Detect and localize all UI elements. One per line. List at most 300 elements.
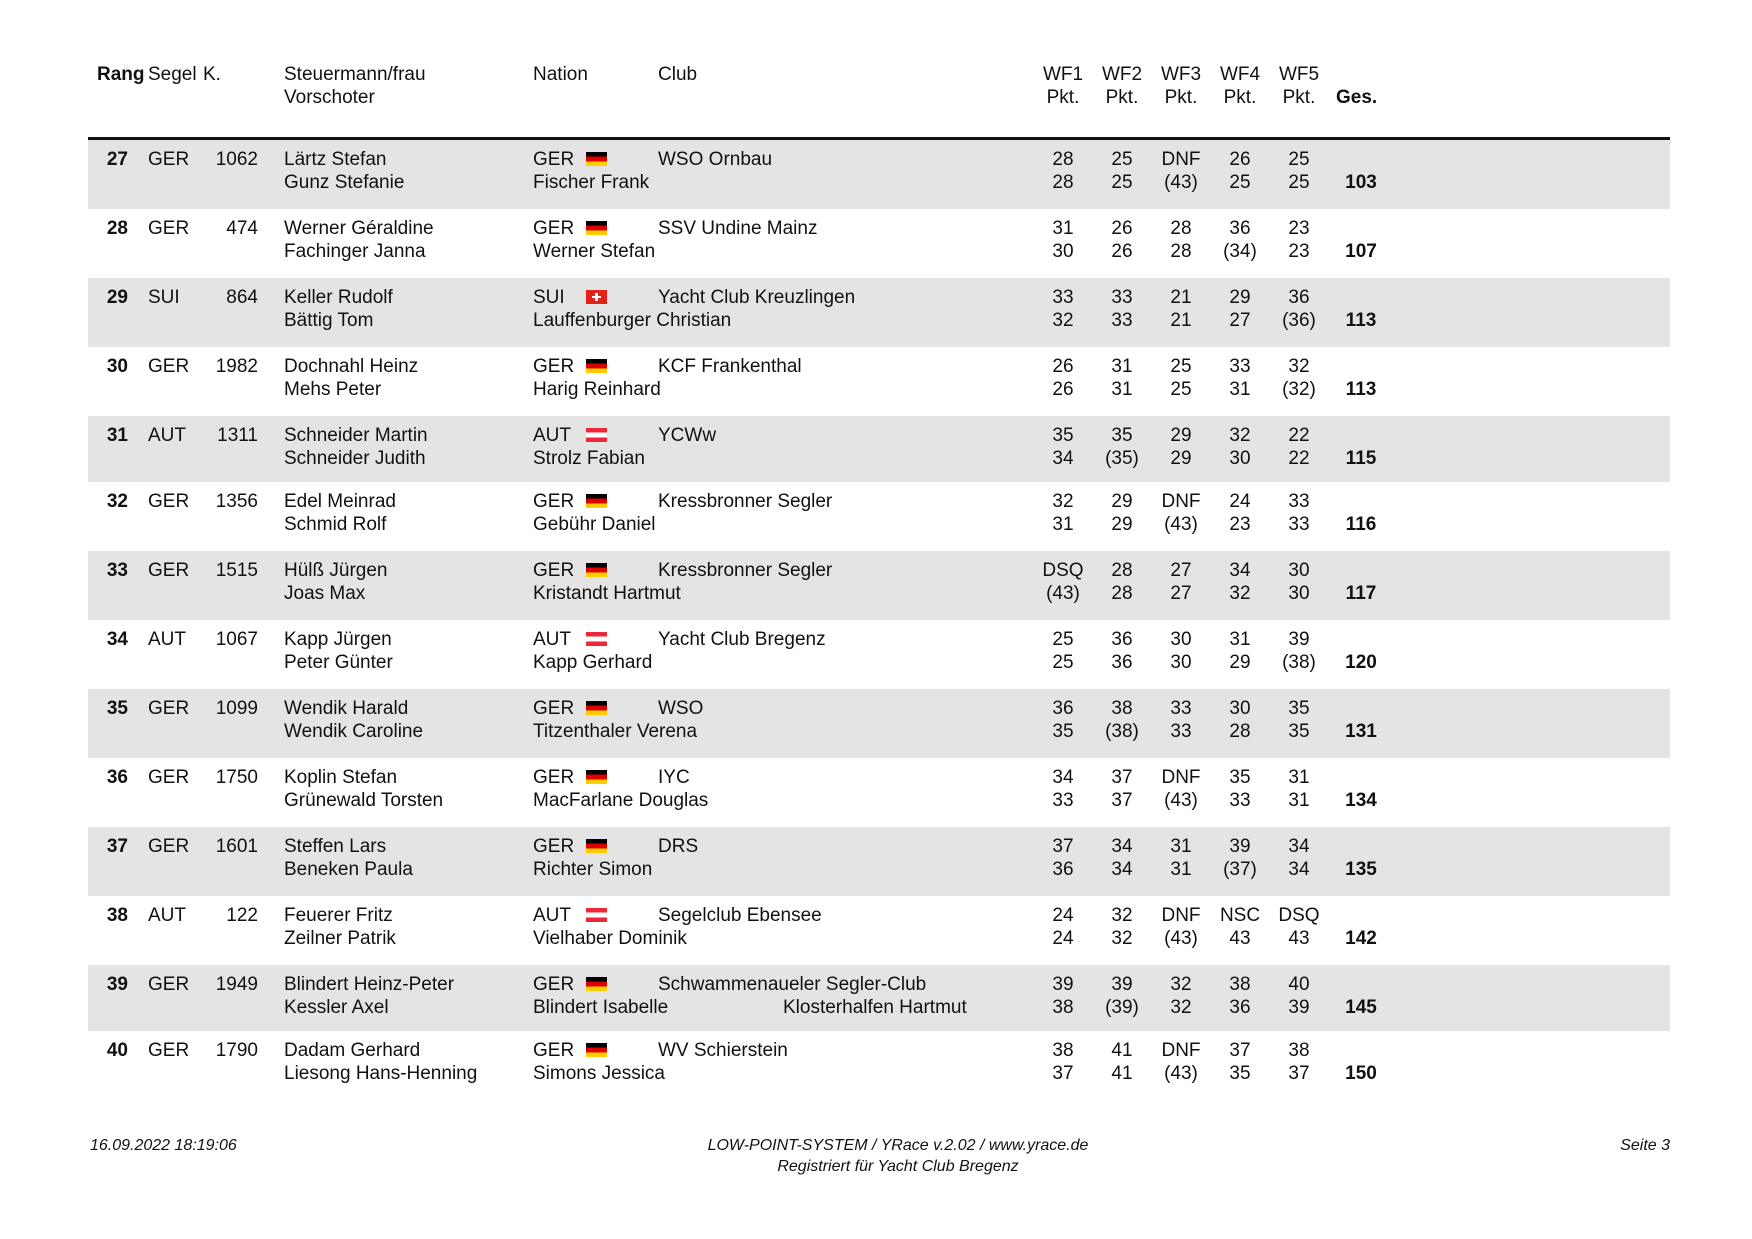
club-name: YCWw (658, 425, 717, 446)
crew-name: Klosterhalfen Hartmut (783, 997, 967, 1018)
race-4-result: 37 (1229, 1040, 1251, 1061)
crew-name: Kessler Axel (284, 997, 389, 1018)
table-row (88, 347, 1670, 416)
nation-code: GER (533, 218, 575, 239)
crew-name: Grünewald Torsten (284, 790, 444, 811)
table-row (88, 209, 1670, 278)
rank-cell: 31 (106, 425, 128, 446)
header-race-3-unit: Pkt. (1164, 87, 1198, 108)
flag-ger-icon (586, 701, 607, 715)
sail-number-cell: 1750 (215, 767, 258, 788)
nation-code: GER (533, 974, 575, 995)
club-name: SSV Undine Mainz (658, 218, 818, 239)
race-5-result: 31 (1288, 767, 1310, 788)
race-1-result: DSQ (1042, 560, 1084, 581)
flag-aut-icon (586, 908, 607, 922)
race-2-points: 41 (1111, 1063, 1133, 1084)
nation-code: GER (533, 767, 575, 788)
total-points: 115 (1345, 448, 1377, 469)
header-race-4-unit: Pkt. (1223, 87, 1257, 108)
crew-name: Schneider Judith (284, 448, 426, 469)
crew-name: Richter Simon (533, 859, 653, 880)
flag-ger-icon (586, 359, 607, 373)
race-2-points: 32 (1111, 928, 1133, 949)
crew-name: Gunz Stefanie (284, 172, 405, 193)
rank-cell: 35 (106, 698, 128, 719)
race-3-result: DNF (1161, 149, 1201, 170)
skipper-name: Werner Géraldine (284, 218, 434, 239)
race-1-points: 35 (1052, 721, 1074, 742)
sail-nation-cell: GER (148, 149, 190, 170)
race-2-points: 26 (1111, 241, 1133, 262)
race-2-points: 29 (1111, 514, 1133, 535)
nation-code: GER (533, 1040, 575, 1061)
race-5-points: 43 (1288, 928, 1310, 949)
rank-cell: 40 (106, 1040, 128, 1061)
table-row (88, 1031, 1670, 1100)
sail-nation-cell: GER (148, 767, 190, 788)
race-5-result: DSQ (1278, 905, 1320, 926)
rank-cell: 28 (106, 218, 128, 239)
sail-number-cell: 1067 (215, 629, 258, 650)
race-4-result: 26 (1229, 149, 1251, 170)
club-name: WSO (658, 698, 704, 719)
rank-cell: 38 (106, 905, 128, 926)
race-3-points: 30 (1170, 652, 1192, 673)
total-points: 142 (1345, 928, 1377, 949)
race-1-points: 37 (1052, 1063, 1074, 1084)
rank-cell: 32 (106, 491, 128, 512)
nation-code: GER (533, 491, 575, 512)
race-4-result: 39 (1229, 836, 1251, 857)
crew-name: Liesong Hans-Henning (284, 1063, 478, 1084)
crew-name: MacFarlane Douglas (533, 790, 709, 811)
race-3-points: 33 (1170, 721, 1192, 742)
total-points: 135 (1345, 859, 1377, 880)
rank-cell: 33 (106, 560, 128, 581)
race-3-points: (43) (1164, 928, 1198, 949)
club-name: Yacht Club Kreuzlingen (658, 287, 856, 308)
skipper-name: Dadam Gerhard (284, 1040, 421, 1061)
club-name: WSO Ornbau (658, 149, 773, 170)
race-5-result: 22 (1288, 425, 1310, 446)
race-3-result: 29 (1170, 425, 1192, 446)
race-1-points: 38 (1052, 997, 1074, 1018)
race-2-result: 35 (1111, 425, 1133, 446)
header-segel: Segel (148, 64, 197, 85)
race-3-result: 27 (1170, 560, 1192, 581)
table-row (88, 140, 1670, 209)
race-5-result: 38 (1288, 1040, 1310, 1061)
race-4-points: 23 (1229, 514, 1251, 535)
header-race-5: WF5 (1278, 64, 1320, 85)
race-5-points: 23 (1288, 241, 1310, 262)
race-3-result: 21 (1170, 287, 1192, 308)
flag-aut-icon (586, 632, 607, 646)
rank-cell: 39 (106, 974, 128, 995)
race-4-points: 29 (1229, 652, 1251, 673)
nation-code: AUT (533, 629, 571, 650)
race-4-points: 28 (1229, 721, 1251, 742)
crew-name: Bättig Tom (284, 310, 374, 331)
race-5-result: 36 (1288, 287, 1310, 308)
race-4-points: 25 (1229, 172, 1251, 193)
header-race-1-unit: Pkt. (1046, 87, 1080, 108)
race-2-result: 37 (1111, 767, 1133, 788)
race-2-points: 34 (1111, 859, 1133, 880)
race-4-points: 27 (1229, 310, 1251, 331)
race-2-points: (38) (1105, 721, 1139, 742)
sail-nation-cell: AUT (148, 425, 186, 446)
race-4-result: 32 (1229, 425, 1251, 446)
club-name: WV Schierstein (658, 1040, 788, 1061)
race-5-points: 22 (1288, 448, 1310, 469)
race-4-points: 32 (1229, 583, 1251, 604)
footer-system: LOW-POINT-SYSTEM / YRace v.2.02 / www.yrace.de (707, 1137, 1089, 1154)
race-5-points: 37 (1288, 1063, 1310, 1084)
race-4-points: 43 (1229, 928, 1251, 949)
race-3-points: (43) (1164, 790, 1198, 811)
sail-number-cell: 474 (226, 218, 258, 239)
race-4-result: NSC (1219, 905, 1261, 926)
crew-name: Kapp Gerhard (533, 652, 653, 673)
total-points: 120 (1345, 652, 1377, 673)
skipper-name: Kapp Jürgen (284, 629, 392, 650)
race-1-result: 36 (1052, 698, 1074, 719)
skipper-name: Schneider Martin (284, 425, 428, 446)
header-race-2-unit: Pkt. (1105, 87, 1139, 108)
race-5-points: (36) (1282, 310, 1316, 331)
sail-nation-cell: GER (148, 1040, 190, 1061)
race-4-result: 24 (1229, 491, 1251, 512)
flag-ger-icon (586, 770, 607, 784)
crew-name: Lauffenburger Christian (533, 310, 732, 331)
sail-number-cell: 1356 (215, 491, 258, 512)
total-points: 116 (1345, 514, 1377, 535)
table-header (0, 0, 1752, 140)
nation-code: GER (533, 698, 575, 719)
race-3-points: 29 (1170, 448, 1192, 469)
race-5-points: 25 (1288, 172, 1310, 193)
sail-nation-cell: GER (148, 356, 190, 377)
race-3-result: 25 (1170, 356, 1192, 377)
sail-nation-cell: GER (148, 974, 190, 995)
rank-cell: 34 (106, 629, 128, 650)
race-5-result: 33 (1288, 491, 1310, 512)
race-2-result: 33 (1111, 287, 1133, 308)
race-4-points: 36 (1229, 997, 1251, 1018)
header-nation: Nation (533, 64, 588, 85)
crew-name: Strolz Fabian (533, 448, 645, 469)
table-row (88, 689, 1670, 758)
race-2-result: 36 (1111, 629, 1133, 650)
sail-nation-cell: GER (148, 491, 190, 512)
table-row (88, 416, 1670, 482)
race-1-result: 26 (1052, 356, 1074, 377)
crew-name: Schmid Rolf (284, 514, 387, 535)
crew-name: Harig Reinhard (533, 379, 661, 400)
race-5-result: 25 (1288, 149, 1310, 170)
race-1-points: 26 (1052, 379, 1074, 400)
table-row (88, 482, 1670, 551)
nation-code: GER (533, 149, 575, 170)
race-5-result: 23 (1288, 218, 1310, 239)
skipper-name: Hülß Jürgen (284, 560, 388, 581)
race-1-result: 38 (1052, 1040, 1074, 1061)
total-points: 134 (1345, 790, 1377, 811)
crew-name: Kristandt Hartmut (533, 583, 681, 604)
skipper-name: Wendik Harald (284, 698, 409, 719)
table-row (88, 620, 1670, 689)
total-points: 103 (1345, 172, 1377, 193)
race-2-points: (39) (1105, 997, 1139, 1018)
sail-number-cell: 1982 (215, 356, 258, 377)
club-name: Segelclub Ebensee (658, 905, 822, 926)
race-3-result: 28 (1170, 218, 1192, 239)
nation-code: AUT (533, 425, 571, 446)
race-4-result: 35 (1229, 767, 1251, 788)
sail-nation-cell: GER (148, 836, 190, 857)
race-4-points: 31 (1229, 379, 1251, 400)
race-5-result: 39 (1288, 629, 1310, 650)
race-3-points: 28 (1170, 241, 1192, 262)
nation-code: GER (533, 356, 575, 377)
rank-cell: 30 (106, 356, 128, 377)
race-2-points: 36 (1111, 652, 1133, 673)
race-2-result: 38 (1111, 698, 1133, 719)
race-4-points: 35 (1229, 1063, 1251, 1084)
race-1-points: 24 (1052, 928, 1074, 949)
race-1-result: 39 (1052, 974, 1074, 995)
crew-name: Fischer Frank (533, 172, 650, 193)
crew-name: Werner Stefan (533, 241, 656, 262)
crew-name: Wendik Caroline (284, 721, 424, 742)
race-5-points: (32) (1282, 379, 1316, 400)
header-race-2: WF2 (1101, 64, 1143, 85)
club-name: DRS (658, 836, 699, 857)
skipper-name: Lärtz Stefan (284, 149, 387, 170)
total-points: 150 (1345, 1063, 1377, 1084)
nation-code: GER (533, 836, 575, 857)
skipper-name: Steffen Lars (284, 836, 387, 857)
race-4-result: 30 (1229, 698, 1251, 719)
race-4-points: (37) (1223, 859, 1257, 880)
race-5-points: 35 (1288, 721, 1310, 742)
flag-ger-icon (586, 563, 607, 577)
race-2-points: 33 (1111, 310, 1133, 331)
race-5-points: 34 (1288, 859, 1310, 880)
footer-registered: Registriert für Yacht Club Bregenz (777, 1158, 1019, 1175)
club-name: KCF Frankenthal (658, 356, 802, 377)
total-points: 107 (1345, 241, 1377, 262)
race-2-result: 31 (1111, 356, 1133, 377)
race-2-points: (35) (1105, 448, 1139, 469)
race-5-points: 31 (1288, 790, 1310, 811)
crew-name: Beneken Paula (284, 859, 413, 880)
header-total: Ges. (1336, 87, 1378, 108)
race-3-points: 21 (1170, 310, 1192, 331)
sail-nation-cell: GER (148, 560, 190, 581)
race-3-result: 33 (1170, 698, 1192, 719)
race-5-result: 40 (1288, 974, 1310, 995)
race-5-result: 34 (1288, 836, 1310, 857)
sail-nation-cell: SUI (148, 287, 180, 308)
race-4-points: 30 (1229, 448, 1251, 469)
flag-ger-icon (586, 839, 607, 853)
flag-ger-icon (586, 494, 607, 508)
skipper-name: Edel Meinrad (284, 491, 396, 512)
club-name: IYC (658, 767, 690, 788)
flag-ger-icon (586, 977, 607, 991)
flag-sui-icon (586, 290, 607, 304)
header-club: Club (658, 64, 698, 85)
flag-aut-icon (586, 428, 607, 442)
table-row (88, 551, 1670, 620)
race-1-points: 36 (1052, 859, 1074, 880)
race-2-result: 32 (1111, 905, 1133, 926)
race-3-points: 25 (1170, 379, 1192, 400)
race-4-points: 33 (1229, 790, 1251, 811)
footer-page: Seite 3 (1620, 1137, 1670, 1154)
sail-nation-cell: AUT (148, 905, 186, 926)
header-vorschoter: Vorschoter (284, 87, 375, 108)
race-4-result: 36 (1229, 218, 1251, 239)
race-3-result: 32 (1170, 974, 1192, 995)
crew-name: Fachinger Janna (284, 241, 426, 262)
race-3-points: 27 (1170, 583, 1192, 604)
club-name: Kressbronner Segler (658, 491, 833, 512)
race-2-result: 29 (1111, 491, 1133, 512)
flag-ger-icon (586, 152, 607, 166)
race-1-points: 30 (1052, 241, 1074, 262)
rank-cell: 36 (106, 767, 128, 788)
rank-cell: 37 (106, 836, 128, 857)
race-3-result: 31 (1170, 836, 1192, 857)
race-5-points: 33 (1288, 514, 1310, 535)
table-row (88, 758, 1670, 827)
table-row (88, 965, 1670, 1031)
nation-code: SUI (533, 287, 565, 308)
race-1-points: 33 (1052, 790, 1074, 811)
flag-ger-icon (586, 221, 607, 235)
header-race-3: WF3 (1160, 64, 1202, 85)
race-4-result: 31 (1229, 629, 1251, 650)
race-5-points: 39 (1288, 997, 1310, 1018)
crew-name: Titzenthaler Verena (533, 721, 698, 742)
table-row (88, 278, 1670, 347)
race-3-result: 30 (1170, 629, 1192, 650)
race-2-points: 37 (1111, 790, 1133, 811)
race-5-points: 30 (1288, 583, 1310, 604)
results-table (88, 140, 1670, 1100)
nation-code: AUT (533, 905, 571, 926)
race-3-points: 32 (1170, 997, 1192, 1018)
sail-number-cell: 1062 (215, 149, 258, 170)
club-name: Yacht Club Bregenz (658, 629, 826, 650)
race-1-result: 24 (1052, 905, 1074, 926)
header-k: K. (203, 64, 221, 85)
race-3-result: DNF (1161, 905, 1201, 926)
race-3-points: (43) (1164, 172, 1198, 193)
race-1-result: 37 (1052, 836, 1074, 857)
race-2-result: 25 (1111, 149, 1133, 170)
race-1-result: 35 (1052, 425, 1074, 446)
sail-number-cell: 1790 (215, 1040, 258, 1061)
header-steuermann: Steuermann/frau (284, 64, 426, 85)
skipper-name: Koplin Stefan (284, 767, 398, 788)
race-5-result: 35 (1288, 698, 1310, 719)
sail-number-cell: 1311 (217, 425, 258, 446)
race-4-result: 29 (1229, 287, 1251, 308)
rank-cell: 29 (106, 287, 128, 308)
race-3-points: (43) (1164, 1063, 1198, 1084)
race-4-result: 38 (1229, 974, 1251, 995)
flag-ger-icon (586, 1043, 607, 1057)
skipper-name: Feuerer Fritz (284, 905, 393, 926)
crew-name: Zeilner Patrik (284, 928, 396, 949)
race-1-points: 31 (1052, 514, 1074, 535)
race-3-result: DNF (1161, 767, 1201, 788)
sail-nation-cell: AUT (148, 629, 186, 650)
race-1-result: 28 (1052, 149, 1074, 170)
crew-name: Simons Jessica (533, 1063, 665, 1084)
crew-name: Joas Max (284, 583, 366, 604)
race-2-result: 41 (1111, 1040, 1133, 1061)
crew-name: Blindert Isabelle (533, 997, 669, 1018)
header-rang: Rang (97, 64, 145, 85)
race-2-result: 39 (1111, 974, 1133, 995)
race-2-points: 28 (1111, 583, 1133, 604)
total-points: 113 (1345, 379, 1377, 400)
sail-nation-cell: GER (148, 218, 190, 239)
club-name: Kressbronner Segler (658, 560, 833, 581)
skipper-name: Dochnahl Heinz (284, 356, 419, 377)
race-3-points: 31 (1170, 859, 1192, 880)
sail-number-cell: 1515 (215, 560, 258, 581)
nation-code: GER (533, 560, 575, 581)
header-race-1: WF1 (1042, 64, 1084, 85)
race-1-points: 32 (1052, 310, 1074, 331)
sail-number-cell: 122 (226, 905, 258, 926)
race-5-result: 30 (1288, 560, 1310, 581)
race-2-result: 34 (1111, 836, 1133, 857)
race-5-points: (38) (1282, 652, 1316, 673)
race-1-result: 31 (1052, 218, 1074, 239)
race-1-result: 34 (1052, 767, 1074, 788)
race-3-result: DNF (1161, 1040, 1201, 1061)
race-1-points: 34 (1052, 448, 1074, 469)
race-3-result: DNF (1161, 491, 1201, 512)
crew-name: Peter Günter (284, 652, 393, 673)
total-points: 113 (1345, 310, 1377, 331)
race-1-result: 25 (1052, 629, 1074, 650)
crew-name: Mehs Peter (284, 379, 382, 400)
skipper-name: Keller Rudolf (284, 287, 393, 308)
table-row (88, 827, 1670, 896)
sail-number-cell: 1099 (215, 698, 258, 719)
header-race-5-unit: Pkt. (1282, 87, 1316, 108)
race-2-points: 31 (1111, 379, 1133, 400)
footer-timestamp: 16.09.2022 18:19:06 (90, 1137, 237, 1154)
sail-number-cell: 1601 (215, 836, 258, 857)
race-4-result: 34 (1229, 560, 1251, 581)
header-race-4: WF4 (1219, 64, 1261, 85)
table-row (88, 896, 1670, 965)
race-2-result: 26 (1111, 218, 1133, 239)
sail-number-cell: 1949 (215, 974, 258, 995)
crew-name: Gebühr Daniel (533, 514, 656, 535)
race-1-points: 25 (1052, 652, 1074, 673)
